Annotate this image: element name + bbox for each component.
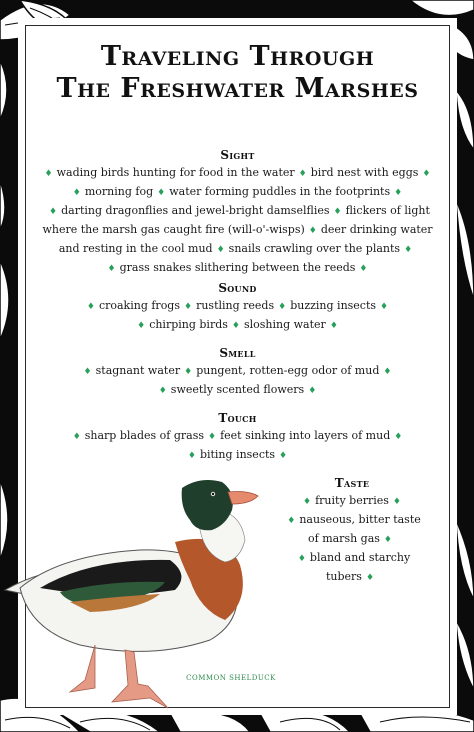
bullet-icon: ♦ bbox=[333, 207, 342, 217]
list-item: buzzing insects bbox=[290, 299, 377, 312]
list-item: pungent, rotten-egg odor of mud bbox=[196, 364, 380, 377]
list-item: flickers of light bbox=[345, 204, 430, 217]
bullet-icon: ♦ bbox=[394, 188, 403, 198]
list-item: chirping birds bbox=[149, 318, 228, 331]
taste-heading: Taste bbox=[334, 476, 370, 490]
bullet-icon: ♦ bbox=[107, 264, 116, 274]
list-item: feet sinking into layers of mud bbox=[220, 429, 391, 442]
poster-title bbox=[19, 41, 456, 105]
bullet-icon: ♦ bbox=[184, 302, 193, 312]
sight-heading: Sight bbox=[220, 148, 255, 162]
bullet-icon: ♦ bbox=[187, 451, 196, 461]
list-item: water forming puddles in the footprints bbox=[169, 185, 391, 198]
smell-list bbox=[29, 362, 446, 400]
list-item: sweetly scented flowers bbox=[170, 383, 305, 396]
bullet-icon: ♦ bbox=[184, 367, 193, 377]
bullet-icon: ♦ bbox=[158, 386, 167, 396]
bullet-icon: ♦ bbox=[383, 535, 392, 545]
bullet-icon: ♦ bbox=[287, 516, 296, 526]
title-line-2: The Freshwater Marshes bbox=[56, 73, 419, 104]
bullet-icon: ♦ bbox=[216, 245, 225, 255]
touch-heading: Touch bbox=[218, 411, 257, 425]
bullet-icon: ♦ bbox=[380, 302, 389, 312]
list-item: deer drinking water bbox=[320, 223, 433, 236]
sound-heading: Sound bbox=[218, 281, 257, 295]
bullet-icon: ♦ bbox=[86, 302, 95, 312]
shelduck-illustration bbox=[0, 470, 270, 720]
bullet-icon: ♦ bbox=[298, 169, 307, 179]
touch-list bbox=[29, 427, 446, 465]
list-item: biting insects bbox=[199, 448, 276, 461]
list-item: nauseous, bitter taste bbox=[299, 513, 421, 526]
title-line-1: Traveling Through bbox=[100, 41, 375, 72]
bullet-icon: ♦ bbox=[422, 169, 431, 179]
bullet-icon: ♦ bbox=[49, 207, 58, 217]
bullet-icon: ♦ bbox=[297, 554, 306, 564]
sound-list bbox=[29, 297, 446, 335]
bullet-icon: ♦ bbox=[279, 451, 288, 461]
list-item: sloshing water bbox=[243, 318, 326, 331]
illustration-caption: COMMON SHELDUCK bbox=[186, 674, 276, 682]
bullet-icon: ♦ bbox=[394, 432, 403, 442]
smell-heading: Smell bbox=[219, 346, 256, 360]
bullet-icon: ♦ bbox=[392, 497, 401, 507]
bullet-icon: ♦ bbox=[303, 497, 312, 507]
list-item: where the marsh gas caught fire (will-o'-wisps) bbox=[42, 223, 305, 236]
list-item: sharp blades of grass bbox=[84, 429, 204, 442]
bullet-icon: ♦ bbox=[44, 169, 53, 179]
bullet-icon: ♦ bbox=[157, 188, 166, 198]
bullet-icon: ♦ bbox=[83, 367, 92, 377]
list-item: stagnant water bbox=[95, 364, 181, 377]
bullet-icon: ♦ bbox=[404, 245, 413, 255]
list-item: bland and starchy bbox=[309, 551, 411, 564]
taste-list bbox=[277, 492, 427, 587]
list-item: tubers bbox=[325, 570, 362, 583]
bullet-icon: ♦ bbox=[365, 573, 375, 583]
list-item: rustling reeds bbox=[196, 299, 275, 312]
bullet-icon: ♦ bbox=[278, 302, 287, 312]
bullet-icon: ♦ bbox=[231, 321, 240, 331]
list-item: bird nest with eggs bbox=[310, 166, 419, 179]
bullet-icon: ♦ bbox=[208, 432, 217, 442]
list-item: wading birds hunting for food in the water bbox=[56, 166, 295, 179]
list-item: darting dragonflies and jewel-bright damselflies bbox=[61, 204, 330, 217]
bullet-icon: ♦ bbox=[329, 321, 338, 331]
list-item: morning fog bbox=[84, 185, 154, 198]
bullet-icon: ♦ bbox=[72, 188, 81, 198]
list-item: fruity berries bbox=[315, 494, 389, 507]
bullet-icon: ♦ bbox=[383, 367, 392, 377]
list-item: croaking frogs bbox=[98, 299, 180, 312]
bullet-icon: ♦ bbox=[359, 264, 368, 274]
list-item: snails crawling over the plants bbox=[228, 242, 401, 255]
bullet-icon: ♦ bbox=[137, 321, 146, 331]
sight-list bbox=[29, 164, 446, 278]
bullet-icon: ♦ bbox=[308, 386, 317, 396]
list-item: grass snakes slithering between the reeds bbox=[119, 261, 356, 274]
list-item: of marsh gas bbox=[308, 532, 380, 545]
bullet-icon: ♦ bbox=[72, 432, 81, 442]
list-item: and resting in the cool mud bbox=[58, 242, 213, 255]
bullet-icon: ♦ bbox=[308, 226, 317, 236]
